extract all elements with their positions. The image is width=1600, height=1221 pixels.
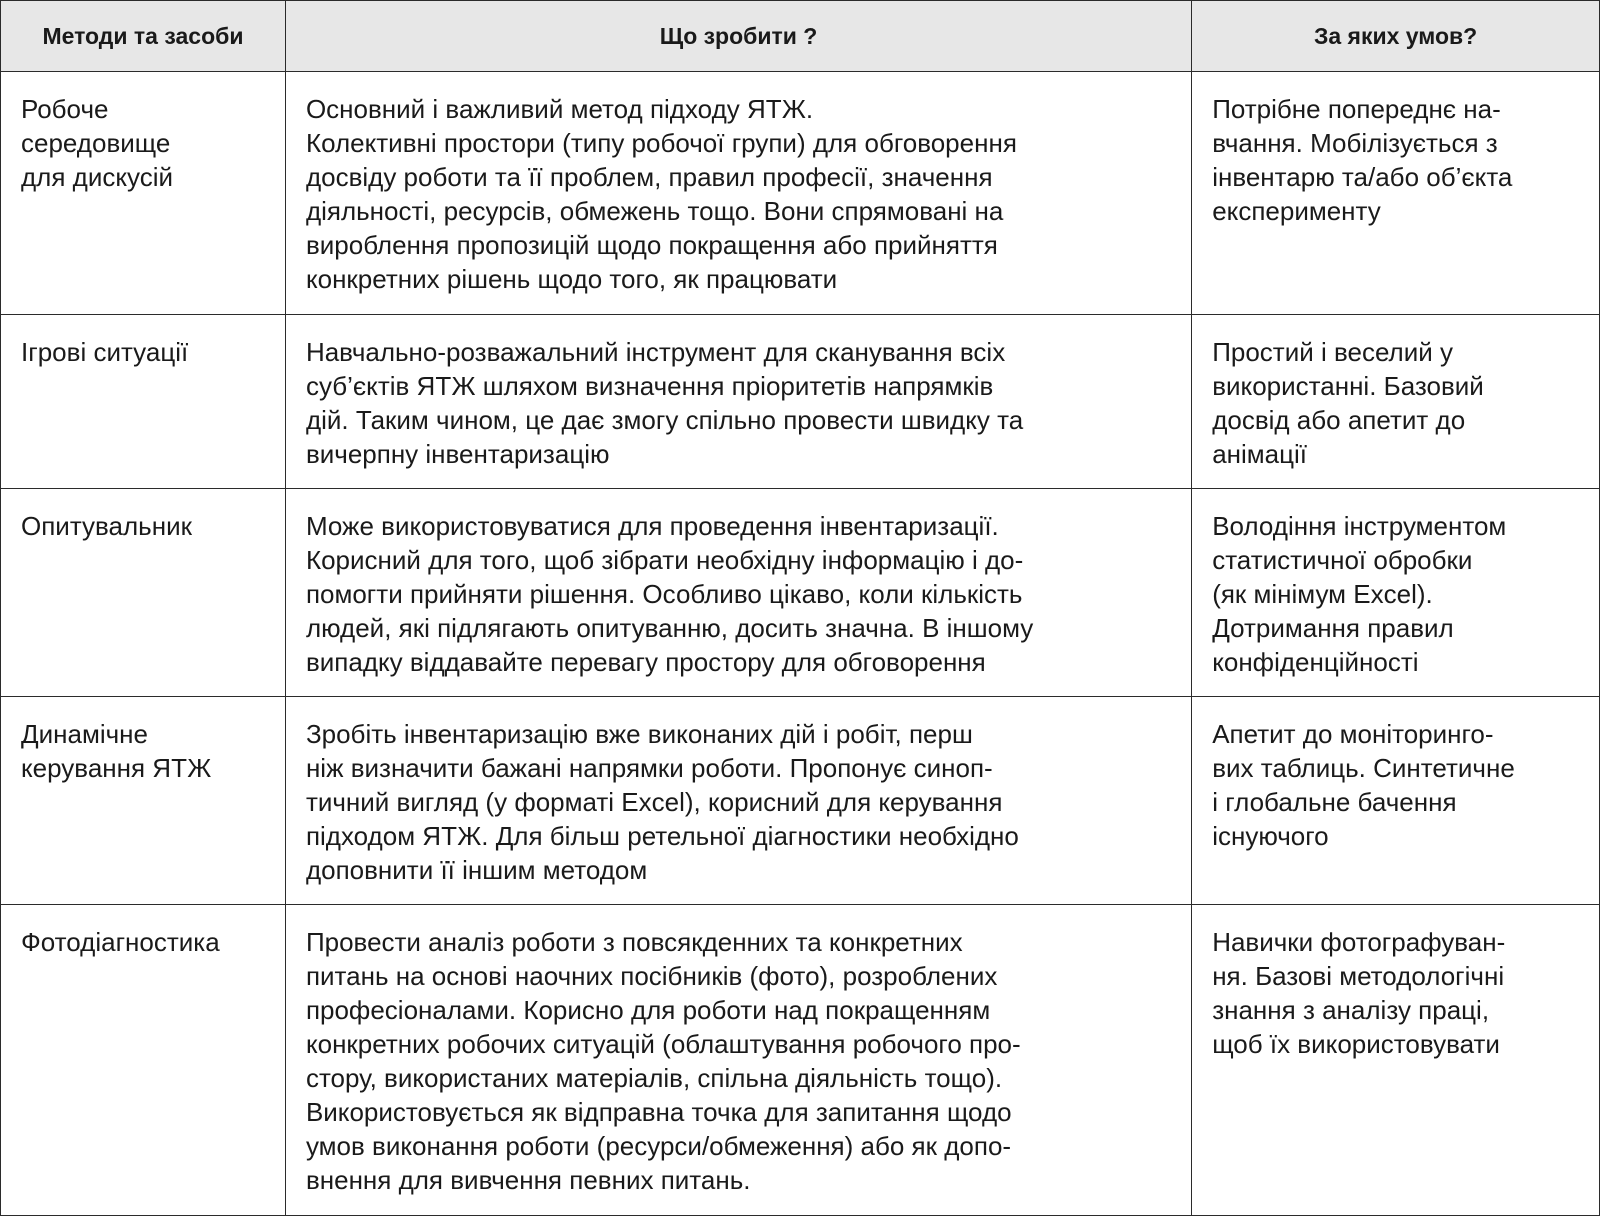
method-text: Ігрові ситуації <box>21 337 189 367</box>
method-text: Робоче середовище для дискусій <box>21 94 174 192</box>
method-cell <box>1 697 286 905</box>
table-row <box>1 489 1600 697</box>
conditions-cell <box>1192 489 1600 697</box>
conditions-text: Навички фотографуван- ня. Базові методологічні знання з аналізу праці, щоб їх використовувати <box>1212 927 1506 1059</box>
what-text: Зробіть інвентаризацію вже виконаних дій і робіт, перш ніж визначити бажані напрямки роботи. Пропонує синоп- тичний вигляд (у форматі Excel), корисний для керування підходом ЯТЖ. Для більш ретельної діагностики необхідно доповнити її іншим методом <box>305 719 1019 885</box>
header-what-to-do: Що зробити ? <box>285 1 1191 72</box>
what-text: Може використовуватися для проведення інвентаризації. Корисний для того, щоб зібрати необхідну інформацію і до- помогти прийняти рішення. Особливо цікаво, коли кількість людей, які підлягають опитуванню, досить значна. В іншому випадку віддавайте перевагу простору для обговорення <box>305 511 1034 677</box>
table-row <box>1 72 1600 315</box>
what-text: Провести аналіз роботи з повсякденних та конкретних питань на основі наочних посібників (фото), розроблених професіоналами. Корисно для роботи над покращенням конкретних робочих ситуацій (облаштування робочого про- стору, використаних матеріалів, спільна діяльність тощо). Використовується як відправна точка для запитання щодо умов виконання роботи (ресурси/обмеження) або як допо- внення для вивчення певних питань. <box>305 927 1021 1195</box>
what-cell <box>285 905 1191 1216</box>
method-cell <box>1 315 286 489</box>
conditions-text: Володіння інструментом статистичної обробки (як мінімум Excel). Дотримання правил конфіденційності <box>1212 511 1507 677</box>
method-cell <box>1 489 286 697</box>
table-row <box>1 315 1600 489</box>
what-text: Основний і важливий метод підходу ЯТЖ. Колективні простори (типу робочої групи) для обговорення досвіду роботи та її проблем, правил професії, значення діяльності, ресурсів, обмежень тощо. Вони спрямовані на вироблення пропозицій щодо покращення або прийняття конкретних рішень щодо того, як працювати <box>305 94 1017 294</box>
conditions-text: Простий і веселий у використанні. Базовий досвід або апетит до анімації <box>1212 337 1484 469</box>
conditions-cell <box>1192 905 1600 1216</box>
method-text: Динамічне керування ЯТЖ <box>21 719 212 783</box>
method-cell <box>1 72 286 315</box>
table-row <box>1 697 1600 905</box>
conditions-cell <box>1192 315 1600 489</box>
what-cell <box>285 72 1191 315</box>
what-text: Навчально-розважальний інструмент для сканування всіх суб’єктів ЯТЖ шляхом визначення пріоритетів напрямків дій. Таким чином, це дає змогу спільно провести швидку та вичерпну інвентаризацію <box>305 337 1024 469</box>
table-row <box>1 905 1600 1216</box>
method-text: Опитувальник <box>21 511 192 541</box>
conditions-cell <box>1192 72 1600 315</box>
method-cell <box>1 905 286 1216</box>
conditions-text: Потрібне попереднє на- вчання. Мобілізується з інвентарю та/або об’єкта експерименту <box>1212 94 1513 226</box>
header-conditions: За яких умов? <box>1192 1 1600 72</box>
header-row <box>1 1 1600 72</box>
method-text: Фотодіагностика <box>21 927 220 957</box>
conditions-cell <box>1192 697 1600 905</box>
what-cell <box>285 315 1191 489</box>
header-methods: Методи та засоби <box>1 1 286 72</box>
what-cell <box>285 489 1191 697</box>
what-cell <box>285 697 1191 905</box>
conditions-text: Апетит до моніторинго- вих таблиць. Синтетичне і глобальне бачення існуючого <box>1212 719 1515 851</box>
